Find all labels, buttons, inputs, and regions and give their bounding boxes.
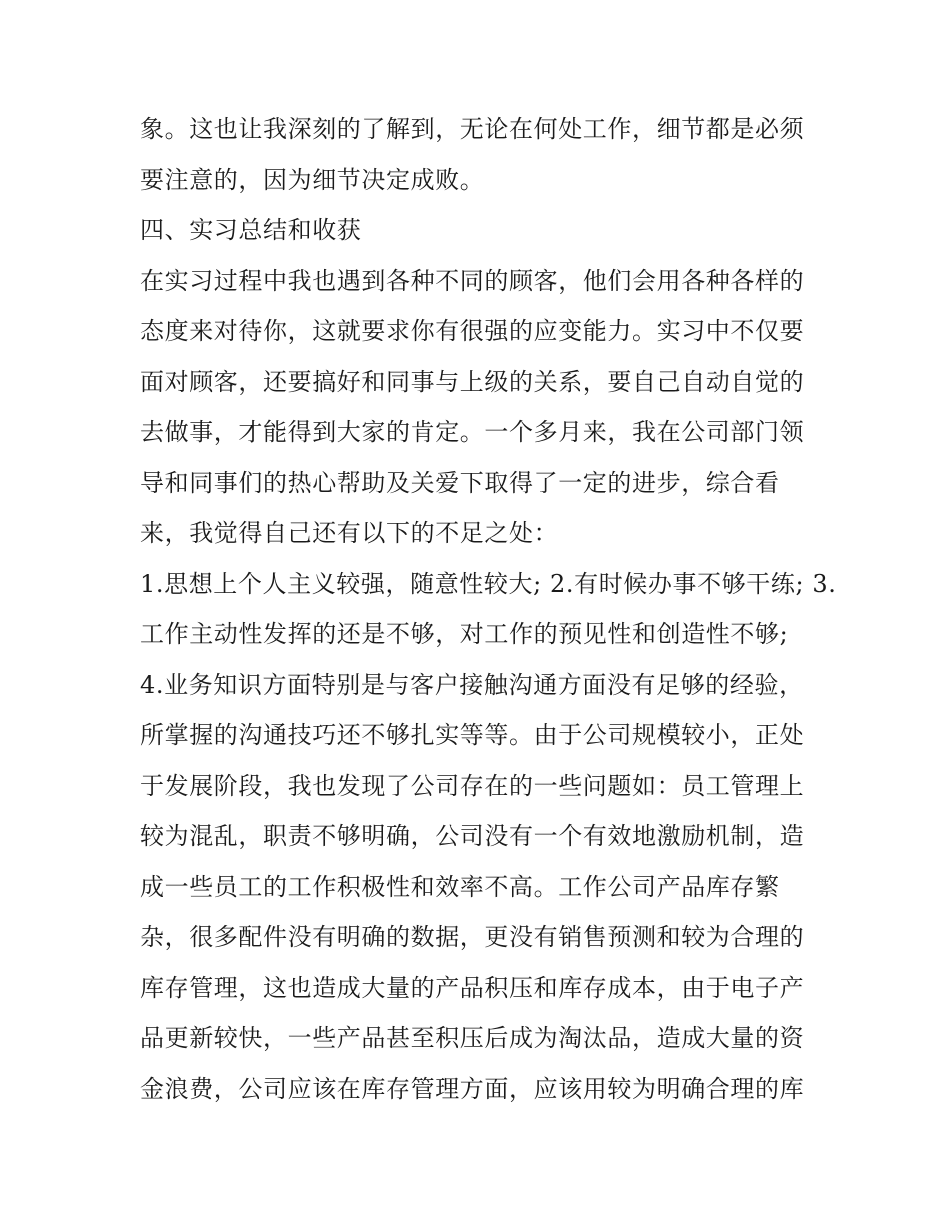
text-line-11: 工作主动性发挥的还是不够，对工作的预见性和创造性不够;	[140, 620, 789, 648]
text-line-19: 品更新较快，一些产品甚至积压后成为淘汰品，造成大量的资	[140, 1024, 805, 1052]
text-line-15: 较为混乱，职责不够明确，公司没有一个有效地激励机制，造	[140, 822, 805, 850]
text-line-13: 所掌握的沟通技巧还不够扎实等等。由于公司规模较小，正处	[140, 721, 805, 749]
text-line-4: 在实习过程中我也遇到各种不同的顾客，他们会用各种各样的	[140, 266, 805, 295]
text-line-12: 4.业务知识方面特别是与客户接触沟通方面没有足够的经验，	[140, 670, 804, 699]
text-line-18: 库存管理，这也造成大量的产品积压和库存成本，由于电子产	[140, 973, 805, 1002]
text-line-1: 象。这也让我深刻的了解到，无论在何处工作，细节都是必须	[140, 115, 805, 143]
text-line-2: 要注意的，因为细节决定成败。	[140, 165, 485, 194]
section-heading: 四、实习总结和收获	[140, 216, 362, 244]
text-line-9: 来，我觉得自己还有以下的不足之处：	[140, 519, 559, 547]
text-line-8: 导和同事们的热心帮助及关爱下取得了一定的进步，综合看	[140, 468, 780, 497]
text-line-6: 面对顾客，还要搞好和同事与上级的关系，要自己自动自觉的	[140, 367, 805, 396]
document-body	[140, 104, 837, 1114]
text-line-20: 金浪费，公司应该在库存管理方面，应该用较为明确合理的库	[140, 1074, 805, 1103]
text-line-14: 于发展阶段，我也发现了公司存在的一些问题如：员工管理上	[140, 771, 805, 800]
text-line-5: 态度来对待你，这就要求你有很强的应变能力。实习中不仅要	[140, 317, 805, 345]
text-line-7: 去做事，才能得到大家的肯定。一个多月来，我在公司部门领	[140, 418, 805, 446]
text-line-16: 成一些员工的工作积极性和效率不高。工作公司产品库存繁	[140, 872, 780, 901]
text-line-10: 1.思想上个人主义较强，随意性较大; 2.有时候办事不够干练; 3.	[140, 569, 837, 598]
text-line-17: 杂，很多配件没有明确的数据，更没有销售预测和较为合理的	[140, 923, 805, 951]
